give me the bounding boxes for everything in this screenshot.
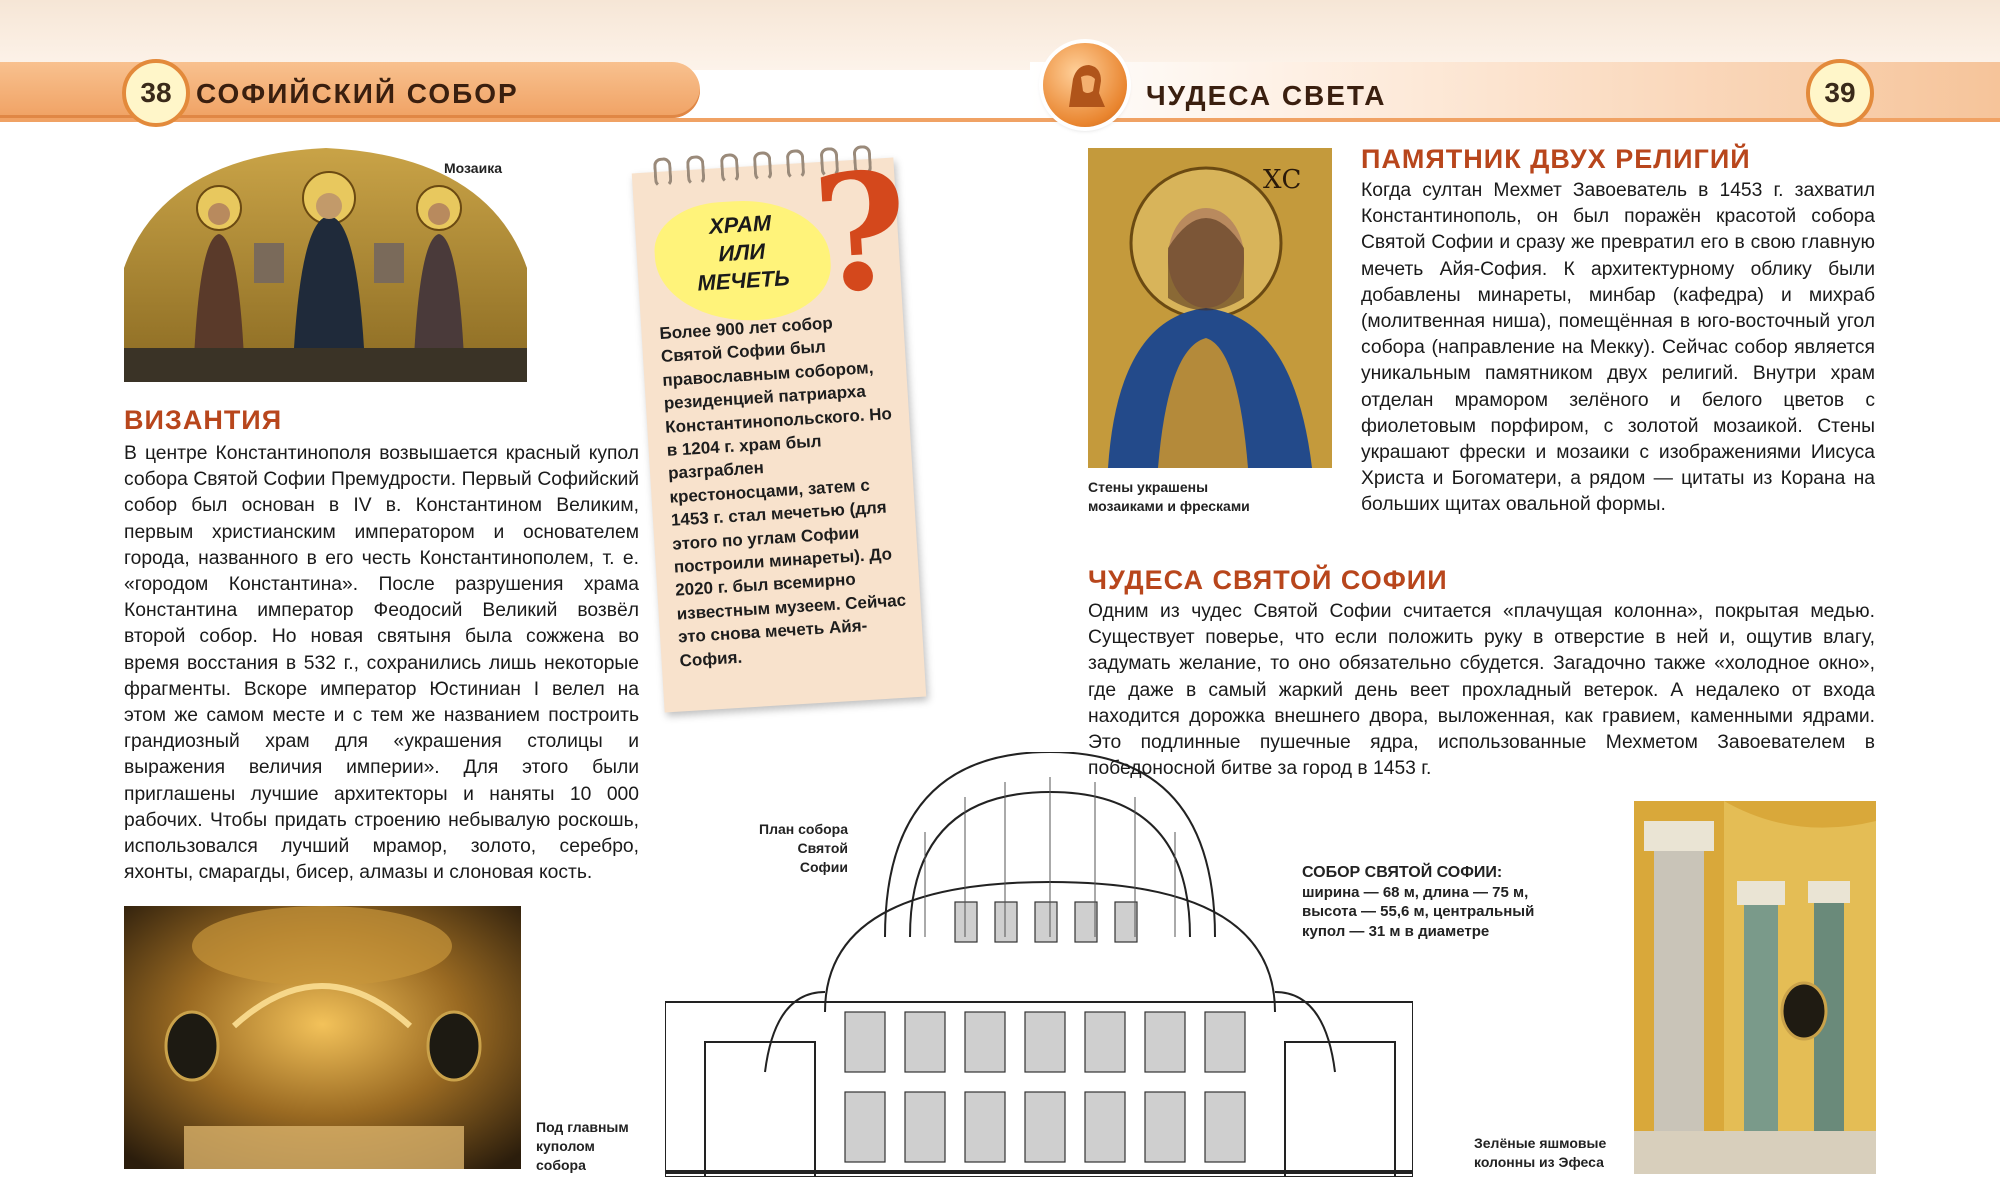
byzantium-heading: ВИЗАНТИЯ bbox=[124, 405, 283, 435]
byzantium-text: В центре Константинополя возвышается красный купол собора Святой Софии Премудрости. Первый Софийский собор был основан в IV в. Константином Великим, первым христианским императором и основателем города, названного в его честь Константинополем, т. е. «городом Константина». После разрушения храма Константина император Феодосий Великий возвёл второй собор. Но новая святыня была сожжена во время восстания в 532 г., сохранились лишь некоторые фрагменты. Вскоре император Юстиниан I велел на этом же самом месте и с тем же названием построить грандиозный храм для «украшения столицы и выражения величия империи». Для этого были приглашены лучшие архитекторы и наняты 10 000 рабочих. Чтобы придать строению небывалую роскошь, использовался лучший мрамор, золото, серебро, яхонты, смарагды, бисер, алмазы и слоновая кость. bbox=[124, 443, 639, 884]
christ-mosaic-photo bbox=[1088, 148, 1332, 468]
left-page-number: 38 bbox=[122, 59, 190, 127]
wonders-text: Одним из чудес Святой Софии считается «плачущая колонна», покрытая медью. Существует поверье, что если положить руку в отверстие в ней и, ощутив влагу, задумать желание, то оно обязательно сбудется. Загадочно также «холодное окно», где даже в самый жаркий день веет прохладный ветерок. А недалеко от входа находится дорожка внешнего двора, выложенная, как гравием, каменными ядрами. Это подлинные пушечные ядра, использованные Мехметом Завоевателем в победоносной битве за город в 1453 г. bbox=[1088, 601, 1875, 780]
monument-heading: ПАМЯТНИК ДВУХ РЕЛИГИЙ bbox=[1361, 144, 1751, 174]
mosaic-photo bbox=[124, 148, 527, 382]
sphinx-logo-icon bbox=[1043, 43, 1127, 127]
top-band bbox=[0, 0, 2000, 70]
facts-block: СОБОР СВЯТОЙ СОФИИ: ширина — 68 м, длина — 75 м, высота — 55,6 м, центральный купол — 31 м в диаметре bbox=[1302, 864, 1535, 940]
dome-caption: Под главным куполом собора bbox=[536, 1119, 629, 1173]
mosaic-caption: Мозаика bbox=[444, 160, 502, 176]
walls-caption: Стены украшены мозаиками и фресками bbox=[1088, 479, 1250, 514]
plan-caption: План собора Святой Софии bbox=[759, 821, 848, 875]
right-page-title: ЧУДЕСА СВЕТА bbox=[1146, 80, 1387, 111]
columns-photo bbox=[1634, 801, 1876, 1174]
left-page-title: СОФИЙСКИЙ СОБОР bbox=[196, 78, 519, 109]
cathedral-section-drawing bbox=[665, 752, 1413, 1177]
right-page-number: 39 bbox=[1806, 59, 1874, 127]
note-title: ХРАМ ИЛИ МЕЧЕТЬ bbox=[696, 210, 791, 296]
wonders-heading: ЧУДЕСА СВЯТОЙ СОФИИ bbox=[1088, 565, 1448, 595]
header-underline bbox=[0, 118, 2000, 122]
question-note-card bbox=[632, 135, 926, 713]
columns-caption: Зелёные яшмовые колонны из Эфеса bbox=[1474, 1135, 1607, 1170]
question-mark-icon: ? bbox=[808, 135, 914, 330]
monument-text: Когда султан Мехмет Завоеватель в 1453 г. захватил Константинополь, он был поражён красотой собора Святой Софии и сразу же превратил его в свою главную мечеть Айя-София. К архитектурному облику были добавлены минареты, минбар (кафедра) и михраб (молитвенная ниша), помещённая в юго-восточный угол собора (направление на Мекку). Сейчас собор является уникальным памятником двух религий. Внутри храм отделан мрамором зелёного и белого цветов с фиолетовым порфиром, с золотой мозаикой. Стены украшают фрески и мозаики с изображениями Иисуса Христа и Богоматери, а рядом — цитаты из Корана на больших щитах овальной формы. bbox=[1361, 180, 1875, 516]
dome-interior-photo bbox=[124, 906, 521, 1169]
svg-text:ХС: ХС bbox=[1263, 165, 1302, 195]
note-text: Более 900 лет собор Святой Софии был православным собором, резиденцией патриарха Константинопольского. Но в 1204 г. храм был разграблен крестоносцами, затем с 1453 г. стал мечетью (для этого по углам Софии построили минареты). До 2020 г. был всемирно известным музеем. Сейчас это снова мечеть Айя-София. bbox=[659, 313, 907, 671]
